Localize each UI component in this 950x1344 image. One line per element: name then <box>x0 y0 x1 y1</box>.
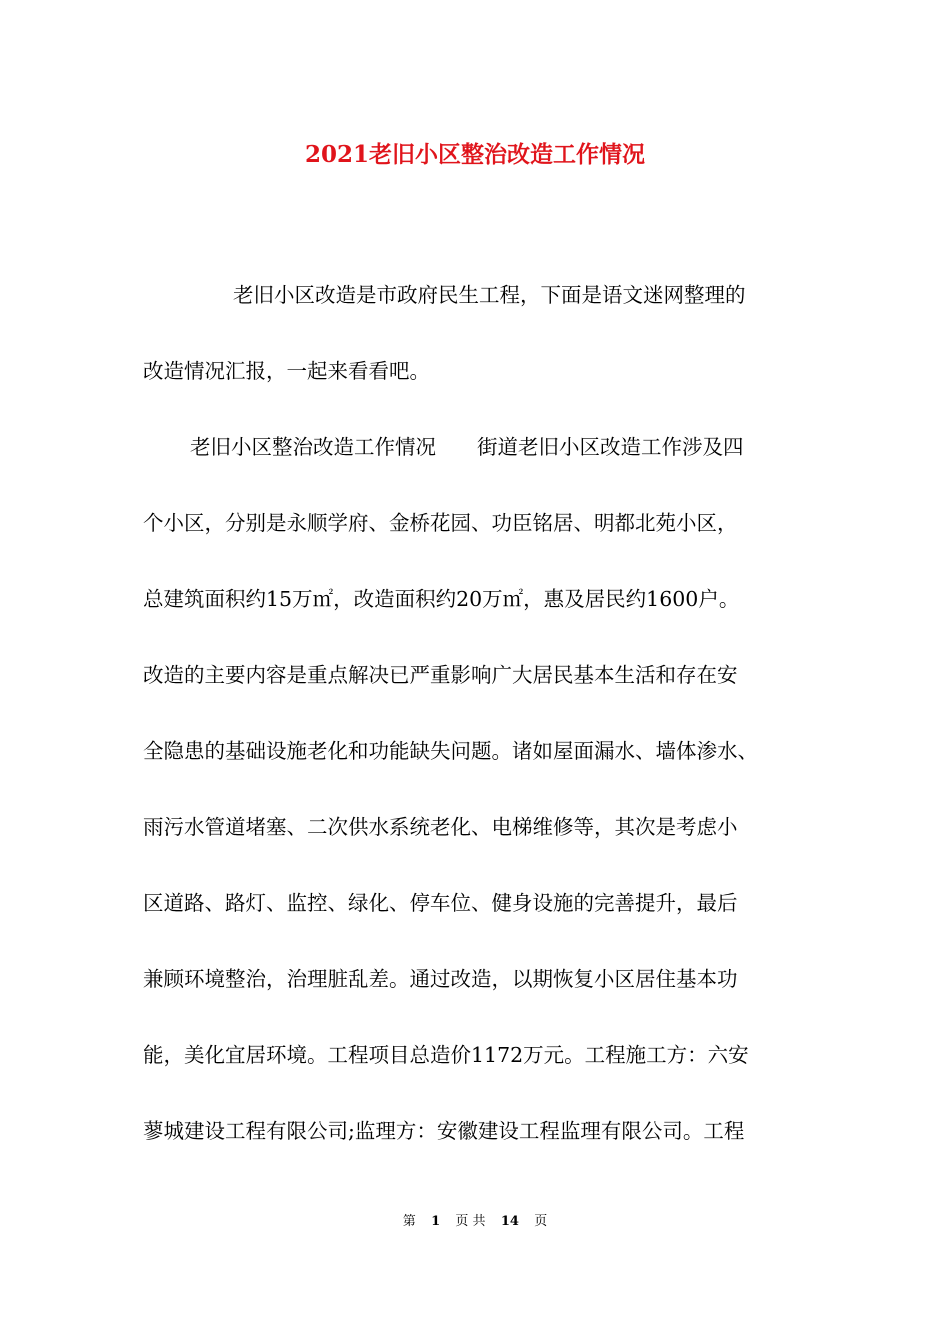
paragraph-line-5: 总建筑面积约15万㎡，改造面积约20万㎡，惠及居民约1600户。 <box>143 587 740 611</box>
paragraph-line-1: 老旧小区改造是市政府民生工程，下面是语文迷网整理的 <box>233 283 746 307</box>
paragraph-line-9: 区道路、路灯、监控、绿化、停车位、健身设施的完善提升，最后 <box>143 891 738 915</box>
paragraph-line-4: 个小区，分别是永顺学府、金桥花园、功臣铭居、明都北苑小区， <box>143 511 738 535</box>
footer-prefix: 第 <box>402 1214 416 1229</box>
paragraph-line-11: 能，美化宜居环境。工程项目总造价1172万元。工程施工方：六安 <box>143 1043 749 1067</box>
total-pages-number: 14 <box>500 1214 519 1229</box>
paragraph-line-2: 改造情况汇报，一起来看看吧。 <box>143 359 430 383</box>
paragraph-line-10: 兼顾环境整治，治理脏乱差。通过改造，以期恢复小区居住基本功 <box>143 967 738 991</box>
current-page-number: 1 <box>431 1214 441 1229</box>
page-footer <box>0 1212 950 1232</box>
paragraph-line-3: 老旧小区整治改造工作情况 街道老旧小区改造工作涉及四 <box>190 435 744 459</box>
paragraph-line-12: 蓼城建设工程有限公司;监理方：安徽建设工程监理有限公司。工程 <box>143 1119 745 1143</box>
paragraph-line-6: 改造的主要内容是重点解决已严重影响广大居民基本生活和存在安 <box>143 663 738 687</box>
paragraph-line-8: 雨污水管道堵塞、二次供水系统老化、电梯维修等，其次是考虑小 <box>143 815 738 839</box>
footer-middle: 页 共 <box>455 1214 486 1229</box>
paragraph-line-7: 全隐患的基础设施老化和功能缺失问题。诸如屋面漏水、墙体渗水、 <box>143 739 758 763</box>
footer-suffix: 页 <box>534 1214 548 1229</box>
document-title: 2021老旧小区整治改造工作情况 <box>304 141 645 168</box>
